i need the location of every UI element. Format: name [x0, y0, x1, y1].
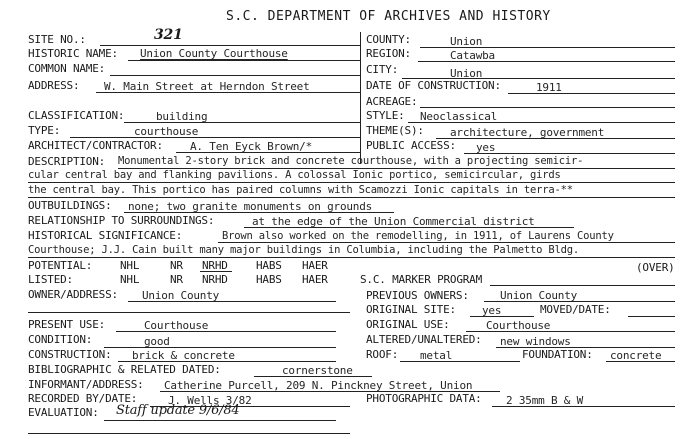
public-access-line — [464, 153, 675, 154]
themes-value: architecture, government — [450, 126, 605, 139]
original-use-value: Courthouse — [486, 319, 551, 332]
classification-value: building — [156, 110, 208, 123]
condition-line — [104, 347, 336, 348]
photographic-label: PHOTOGRAPHIC DATA: — [366, 392, 482, 405]
common-name-label: COMMON NAME: — [28, 62, 106, 75]
altered-label: ALTERED/UNALTERED: — [366, 333, 482, 346]
form-title: S.C. DEPARTMENT OF ARCHIVES AND HISTORY — [226, 9, 551, 24]
address-line — [96, 92, 360, 93]
description-line-2: cular central bay and flanking pavilions. A colossal Ionic portico, semicircular, girds — [28, 169, 561, 181]
previous-owners-line — [484, 301, 675, 302]
construction-value: brick & concrete — [132, 349, 235, 362]
potential-habs: HABS — [256, 259, 282, 272]
foundation-label: FOUNDATION: — [522, 348, 593, 361]
outbuildings-line — [124, 212, 394, 213]
previous-owners-value: Union County — [500, 289, 578, 302]
address-label: ADDRESS: — [28, 79, 80, 92]
description-rule-3 — [28, 197, 675, 198]
altered-value: new windows — [500, 335, 571, 348]
potential-haer: HAER — [302, 259, 328, 272]
marker-program-label: S.C. MARKER PROGRAM — [360, 273, 483, 286]
site-no-line — [100, 45, 360, 46]
present-use-value: Courthouse — [144, 319, 209, 332]
site-no-value: 321 — [154, 27, 183, 43]
evaluation-extra-line — [28, 433, 350, 434]
owner-address-label: OWNER/ADDRESS: — [28, 288, 118, 301]
previous-owners-label: PREVIOUS OWNERS: — [366, 289, 469, 302]
region-label: REGION: — [366, 47, 411, 60]
city-value: Union — [450, 67, 483, 80]
architect-value: A. Ten Eyck Brown/* — [190, 140, 313, 153]
county-line — [420, 47, 675, 48]
description-line-1: Monumental 2-story brick and concrete courthouse, with a projecting semicir- — [118, 155, 584, 167]
original-site-value: yes — [482, 304, 502, 317]
architect-label: ARCHITECT/CONTRACTOR: — [28, 139, 163, 152]
owner-address-value: Union County — [142, 289, 220, 302]
potential-nhl: NHL — [120, 259, 140, 272]
potential-nrhd: NRHD — [202, 259, 228, 272]
listed-nrhd: NRHD — [202, 273, 228, 286]
original-use-line — [466, 331, 675, 332]
listed-label: LISTED: — [28, 273, 73, 286]
roof-value: metal — [420, 349, 453, 362]
potential-nr: NR — [170, 259, 183, 272]
historic-name-line — [128, 60, 360, 61]
bibliographic-line — [254, 376, 372, 377]
description-label: DESCRIPTION: — [28, 155, 106, 168]
potential-nrhd-underline — [200, 271, 232, 272]
original-site-label: ORIGINAL SITE: — [366, 303, 456, 316]
foundation-value: concrete — [610, 349, 662, 362]
informant-label: INFORMANT/ADDRESS: — [28, 378, 144, 391]
informant-value: Catherine Purcell, 209 N. Pinckney Street, Union — [164, 379, 473, 392]
recorded-label: RECORDED BY/DATE: — [28, 392, 138, 405]
present-use-label: PRESENT USE: — [28, 318, 106, 331]
roof-label: ROOF: — [366, 348, 399, 361]
description-rule-2 — [28, 182, 675, 183]
moved-date-line — [628, 316, 675, 317]
owner-line — [128, 301, 336, 302]
significance-line-2: Courthouse; J.J. Cain built many major buildings in Columbia, including the Palmetto Bldg. — [28, 244, 579, 256]
condition-value: good — [144, 335, 170, 348]
moved-date-label: MOVED/DATE: — [540, 303, 611, 316]
significance-line-1: Brown also worked on the remodelling, in 1911, of Laurens County — [222, 230, 614, 242]
evaluation-value: Staff update 9/6/84 — [116, 403, 240, 418]
style-line — [408, 122, 675, 123]
relationship-line — [244, 227, 574, 228]
significance-rule-2 — [28, 257, 675, 258]
historical-significance-label: HISTORICAL SIGNIFICANCE: — [28, 229, 183, 242]
listed-nr: NR — [170, 273, 183, 286]
classification-label: CLASSIFICATION: — [28, 109, 125, 122]
historic-name-value: Union County Courthouse — [140, 47, 288, 60]
architect-line — [176, 152, 360, 153]
listed-haer: HAER — [302, 273, 328, 286]
significance-rule-1 — [218, 242, 675, 243]
public-access-value: yes — [476, 141, 496, 154]
original-use-label: ORIGINAL USE: — [366, 318, 450, 331]
relationship-value: at the edge of the Union Commercial district — [252, 215, 535, 228]
address-value: W. Main Street at Herndon Street — [104, 80, 310, 93]
outbuildings-label: OUTBUILDINGS: — [28, 199, 112, 212]
classification-line — [124, 122, 360, 123]
county-value: Union — [450, 35, 483, 48]
type-value: courthouse — [134, 125, 199, 138]
region-value: Catawba — [450, 49, 495, 62]
construction-label: CONSTRUCTION: — [28, 348, 112, 361]
common-name-line — [110, 75, 360, 76]
date-of-construction-label: DATE OF CONSTRUCTION: — [366, 79, 501, 92]
marker-line — [490, 285, 675, 286]
listed-nhl: NHL — [120, 273, 140, 286]
site-no-label: SITE NO.: — [28, 33, 86, 46]
evaluation-label: EVALUATION: — [28, 406, 99, 419]
themes-label: THEME(S): — [366, 124, 424, 137]
region-line — [418, 61, 675, 62]
photographic-line — [492, 406, 675, 407]
style-label: STYLE: — [366, 109, 405, 122]
city-label: CITY: — [366, 63, 399, 76]
type-line — [70, 137, 360, 138]
potential-label: POTENTIAL: — [28, 259, 93, 272]
column-divider — [360, 32, 361, 164]
original-site-line — [470, 316, 534, 317]
acreage-label: ACREAGE: — [366, 95, 418, 108]
outbuildings-value: none; two granite monuments on grounds — [128, 200, 373, 213]
condition-label: CONDITION: — [28, 333, 93, 346]
relationship-label: RELATIONSHIP TO SURROUNDINGS: — [28, 214, 215, 227]
photographic-value: 2 35mm B & W — [506, 394, 584, 407]
public-access-label: PUBLIC ACCESS: — [366, 139, 456, 152]
themes-line — [436, 138, 675, 139]
roof-line — [400, 361, 520, 362]
construction-line — [118, 361, 336, 362]
county-label: COUNTY: — [366, 33, 411, 46]
description-line-3: the central bay. This portico has paired columns with Scamozzi Ionic capitals in terra-** — [28, 184, 573, 196]
evaluation-line — [104, 420, 336, 421]
listed-habs: HABS — [256, 273, 282, 286]
over-label: (OVER) — [636, 261, 675, 274]
historic-name-label: HISTORIC NAME: — [28, 47, 118, 60]
foundation-line — [606, 361, 675, 362]
date-line — [508, 93, 675, 94]
bibliographic-value: cornerstone — [282, 364, 353, 377]
bibliographic-label: BIBLIOGRAPHIC & RELATED DATED: — [28, 363, 221, 376]
date-of-construction-value: 1911 — [536, 81, 562, 94]
owner-extra-line — [28, 312, 350, 313]
type-label: TYPE: — [28, 124, 61, 137]
present-use-line — [116, 331, 336, 332]
acreage-line — [420, 107, 675, 108]
recorded-value: J. Wells 3/82 — [168, 394, 252, 407]
style-value: Neoclassical — [420, 110, 498, 123]
